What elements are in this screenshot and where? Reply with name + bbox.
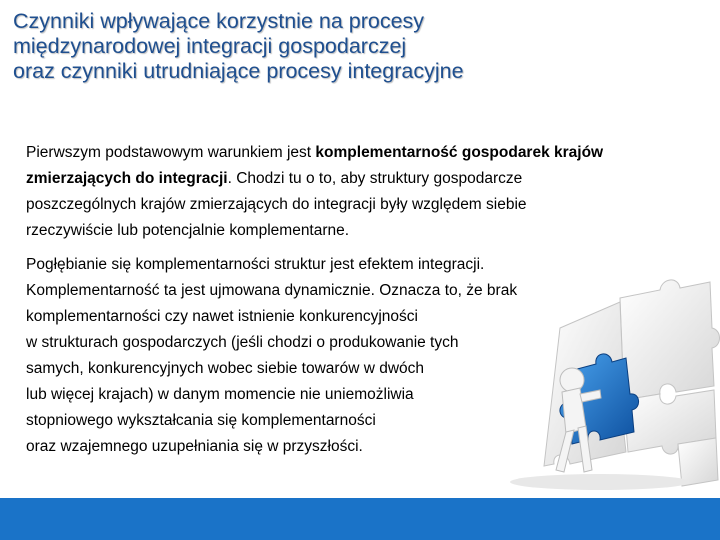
paragraph-2 xyxy=(26,252,706,460)
paragraph-2-line: komplementarności czy nawet istnienie konkurencyjności xyxy=(26,308,418,325)
title-line-1: Czynniki wpływające korzystnie na procesy xyxy=(13,9,425,33)
paragraph-2-line: w strukturach gospodarczych (jeśli chodzi o produkowanie tych xyxy=(26,334,459,351)
page-title xyxy=(13,9,713,84)
paragraph-1 xyxy=(26,140,706,244)
paragraph-2-line: stopniowego wykształcania się komplementarności xyxy=(26,412,376,429)
paragraph-1-line-2 xyxy=(26,166,706,192)
paragraph-2-line: Komplementarność ta jest ujmowana dynamicznie. Oznacza to, że brak xyxy=(26,282,518,299)
paragraph-1-text: . Chodzi tu o to, aby struktury gospodarcze xyxy=(227,170,523,187)
paragraph-1-line-4: rzeczywiście lub potencjalnie komplementarne. xyxy=(26,222,350,239)
paragraph-1-text: Pierwszym podstawowym warunkiem jest xyxy=(26,144,316,161)
paragraph-2-line: Pogłębianie się komplementarności struktur jest efektem integracji. xyxy=(26,256,485,273)
paragraph-1-line-1 xyxy=(26,140,706,166)
paragraph-2-line: oraz wzajemnego uzupełniania się w przyszłości. xyxy=(26,438,363,455)
paragraph-2-line: lub więcej krajach) w danym momencie nie uniemożliwia xyxy=(26,386,414,403)
paragraph-1-line-3: poszczególnych krajów zmierzających do integracji były względem siebie xyxy=(26,196,527,213)
title-line-2: międzynarodowej integracji gospodarczej xyxy=(13,34,407,58)
paragraph-1-emphasis: komplementarność gospodarek krajów xyxy=(315,144,604,161)
paragraph-2-line: samych, konkurencyjnych wobec siebie towarów w dwóch xyxy=(26,360,425,377)
body-text xyxy=(26,140,706,468)
bottom-bar xyxy=(0,498,720,540)
paragraph-1-emphasis: zmierzających do integracji xyxy=(26,170,228,187)
title-line-3: oraz czynniki utrudniające procesy integracyjne xyxy=(13,59,464,83)
